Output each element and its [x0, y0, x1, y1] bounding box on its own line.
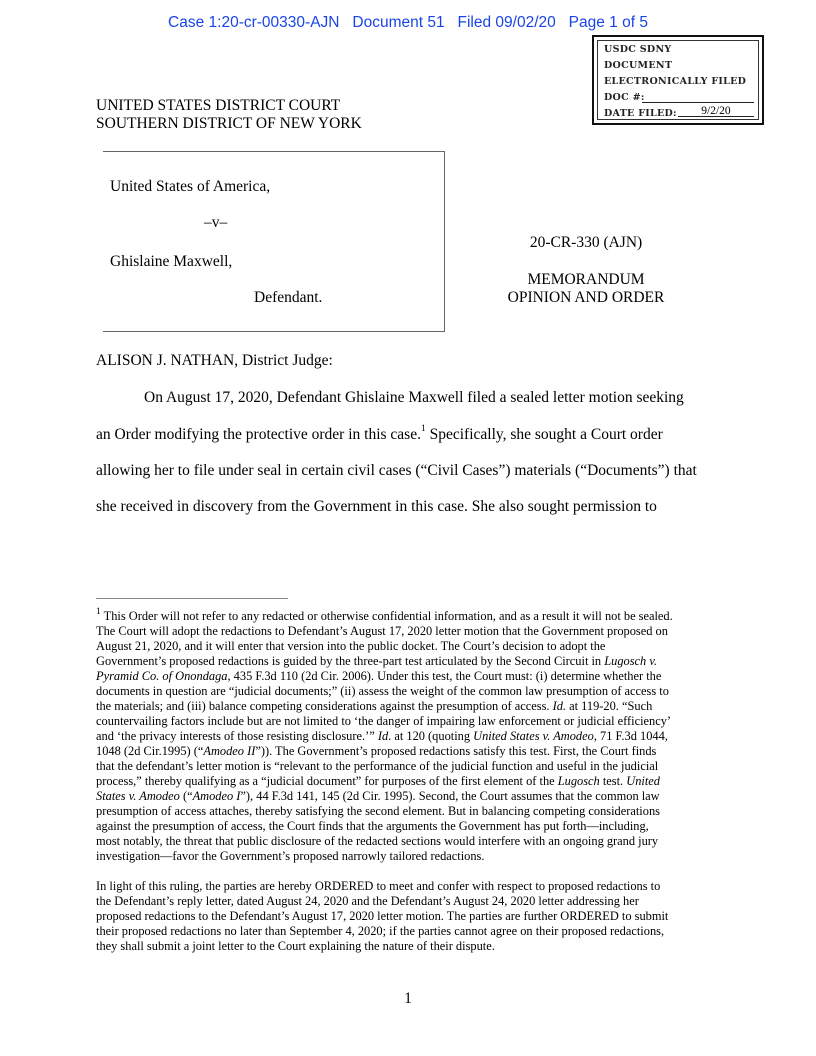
footnote-line: August 21, 2020, and it will enter that version into the public docket. The Court’s decision to adopt the: [96, 639, 606, 653]
footnote-line: against the presumption of access, the Court finds that the arguments the Government has put forth—including,: [96, 819, 649, 833]
footnote-marker: 1: [96, 607, 101, 617]
stamp-electronically-filed: ELECTRONICALLY FILED: [604, 76, 747, 87]
footnote-line: States v. Amodeo (“Amodeo I”), 44 F.3d 141, 145 (2d Cir. 1995). Second, the Court assumes that the common law: [96, 789, 660, 803]
stamp-date-filed-value: 9/2/20: [678, 106, 754, 117]
filing-stamp: [592, 35, 764, 125]
page-number: 1: [404, 990, 412, 1007]
footnote-line: the materials; and (iii) balance competing considerations against the presumption of access. Id. at 119-20. “Such: [96, 699, 653, 713]
footnote-line: process,” thereby qualifying as a “judicial document” for purposes of the first element of the Lugosch test. United: [96, 774, 660, 788]
footnote-line: Government’s proposed redactions is guided by the three-part test articulated by the Second Circuit in Lugosch v.: [96, 654, 658, 668]
caption-versus: –v–: [204, 214, 228, 231]
stamp-court: USDC SDNY: [604, 44, 672, 55]
footnote-line: and ‘the privacy interests of those resisting disclosure.’” Id. at 120 (quoting United States v. Amodeo, 71 F.3d 1044,: [96, 729, 668, 743]
judge-line: ALISON J. NATHAN, District Judge:: [96, 352, 333, 369]
footnote-line: In light of this ruling, the parties are hereby ORDERED to meet and confer with respect to proposed redactions to: [96, 879, 661, 893]
body-line: On August 17, 2020, Defendant Ghislaine Maxwell filed a sealed letter motion seeking: [144, 389, 684, 406]
caption-right-rule: [444, 151, 445, 332]
stamp-doc-number-blank: [642, 92, 754, 103]
footnote-line: that the defendant’s letter motion is “relevant to the performance of the judicial function and useful in the judicial: [96, 759, 659, 773]
stamp-date-filed-label: DATE FILED:: [604, 108, 677, 119]
footnote-line: proposed redactions to the Defendant’s August 17, 2020 letter motion. The parties are further ORDERED to submit: [96, 909, 669, 923]
caption-defendant-role: Defendant.: [254, 289, 323, 306]
body-line: allowing her to file under seal in certain civil cases (“Civil Cases”) materials (“Documents”) that: [96, 462, 697, 479]
footnote-line: The Court will adopt the redactions to Defendant’s August 17, 2020 letter motion that the Government proposed on: [96, 624, 668, 638]
footnote-line: documents in question are “judicial documents;” (ii) assess the weight of the common law presumption of access to: [96, 684, 669, 698]
footnote-line: Pyramid Co. of Onondaga, 435 F.3d 110 (2d Cir. 2006). Under this test, the Court must: (i) determine whether the: [96, 669, 662, 683]
footnote-line: their proposed redactions no later than September 4, 2020; if the parties cannot agree on their proposed redactions,: [96, 924, 665, 938]
footnote-separator: [96, 598, 288, 599]
stamp-document: DOCUMENT: [604, 60, 673, 71]
caption-top-rule: [103, 151, 445, 152]
document-type-line1: MEMORANDUM: [527, 271, 645, 288]
footnote-line: $^1$ This Order will not refer to any redacted or otherwise confidential information, and as a result it will not be sealed.: [96, 607, 673, 623]
ecf-filing-header: Case 1:20-cr-00330-AJN Document 51 Filed 09/02/20 Page 1 of 5: [168, 14, 648, 31]
court-name-line1: UNITED STATES DISTRICT COURT: [96, 97, 341, 114]
footnote-line: the Defendant’s reply letter, dated August 24, 2020 and the Defendant’s August 24, 2020 letter addressing her: [96, 894, 639, 908]
caption-bottom-rule: [103, 331, 445, 332]
court-name-line2: SOUTHERN DISTRICT OF NEW YORK: [96, 115, 362, 132]
body-line: an Order modifying the protective order in this case.$^1$ Specifically, she sought a Court order: [96, 424, 663, 443]
caption-defendant-name: Ghislaine Maxwell,: [110, 253, 233, 270]
stamp-doc-number-label: DOC #:: [604, 92, 645, 103]
footnote-reference[interactable]: 1: [420, 424, 426, 434]
footnote-line: most notably, the threat that public disclosure of the redacted sections would interfere with an ongoing grand jury: [96, 834, 659, 848]
footnote-line: countervailing factors include but are not limited to ‘the danger of impairing law enforcement or judicial efficiency’: [96, 714, 672, 728]
caption-plaintiff: United States of America,: [110, 178, 271, 195]
footnote-line: they shall submit a joint letter to the Court explaining the nature of their dispute.: [96, 939, 495, 953]
footnote-line: 1048 (2d Cir.1995) (“Amodeo II”)). The Government’s proposed redactions satisfy this test. First, the Court finds: [96, 744, 657, 758]
footnote-line: presumption of access attaches, thereby satisfying the second element. But in balancing competing considerations: [96, 804, 660, 818]
document-type-line2: OPINION AND ORDER: [507, 289, 665, 306]
footnote-line: investigation—favor the Government’s proposed narrowly tailored redactions.: [96, 849, 485, 863]
case-number: 20-CR-330 (AJN): [529, 234, 643, 251]
body-line: she received in discovery from the Government in this case. She also sought permission to: [96, 498, 657, 515]
